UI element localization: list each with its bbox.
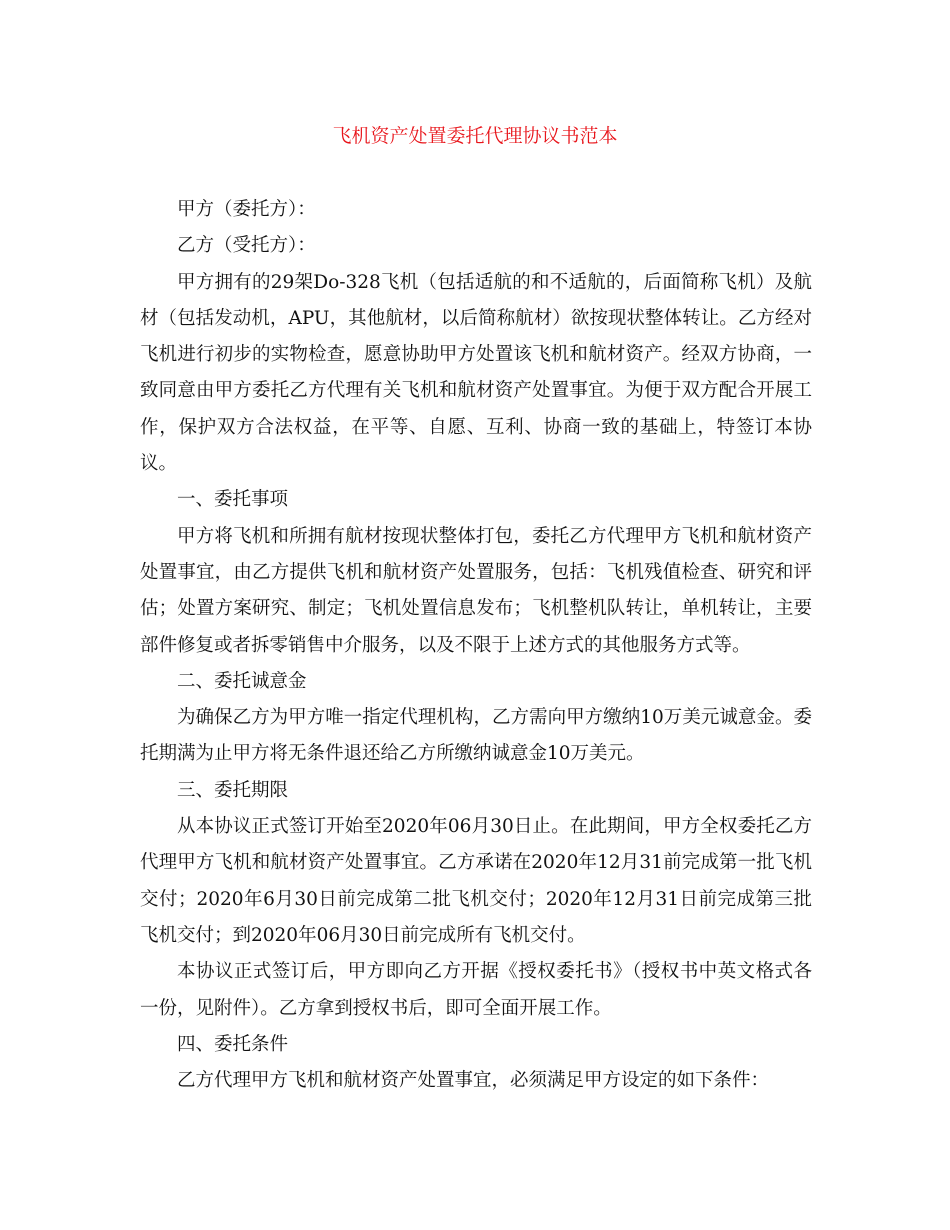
- section-heading-3: 三、委托期限: [177, 779, 289, 801]
- preamble-paragraph: 甲方拥有的29架Do-328飞机（包括适航的和不适航的，后面简称飞机）及航材（包括发动机，APU，其他航材，以后简称航材）欲按现状整体转让。乙方经对飞机进行初步的实物检查，愿意协助甲方处置该飞机和航材资产。经双方协商，一致同意由甲方委托乙方代理有关飞机和航材资产处置事宜。为便于双方配合开展工作，保护双方合法权益，在平等、自愿、互利、协商一致的基础上，特签订本协议。: [140, 271, 812, 475]
- party-a-line: 甲方（委托方）：: [177, 199, 316, 220]
- section-heading-2: 二、委托诚意金: [177, 670, 307, 692]
- section-1-paragraph: 甲方将飞机和所拥有航材按现状整体打包，委托乙方代理甲方飞机和航材资产处置事宜，由乙方提供飞机和航材资产处置服务，包括：飞机残值检查、研究和评估；处置方案研究、制定；飞机处置信息发布；飞机整机队转让，单机转让，主要部件修复或者拆零销售中介服务，以及不限于上述方式的其他服务方式等。: [140, 525, 812, 656]
- section-3-paragraph-2: 本协议正式签订后，甲方即向乙方开据《授权委托书》（授权书中英文格式各一份，见附件）。乙方拿到授权书后，即可全面开展工作。: [140, 961, 812, 1019]
- section-heading-1: 一、委托事项: [177, 489, 289, 511]
- section-2-paragraph: 为确保乙方为甲方唯一指定代理机构，乙方需向甲方缴纳10万美元诚意金。委托期满为止甲方将无条件退还给乙方所缴纳诚意金10万美元。: [140, 707, 812, 765]
- section-4-paragraph: 乙方代理甲方飞机和航材资产处置事宜，必须满足甲方设定的如下条件：: [177, 1070, 770, 1092]
- document-body: [140, 192, 812, 1099]
- document-title: 飞机资产处置委托代理协议书范本: [332, 125, 618, 147]
- section-heading-4: 四、委托条件: [177, 1033, 289, 1055]
- section-3-paragraph: 从本协议正式签订开始至2020年06月30日止。在此期间，甲方全权委托乙方代理甲方飞机和航材资产处置事宜。乙方承诺在2020年12月31前完成第一批飞机交付；2020年6月30日前完成第二批飞机交付；2020年12月31日前完成第三批飞机交付；到2020年06月30日前完成所有飞机交付。: [140, 816, 812, 946]
- party-b-line: 乙方（受托方）：: [177, 235, 316, 257]
